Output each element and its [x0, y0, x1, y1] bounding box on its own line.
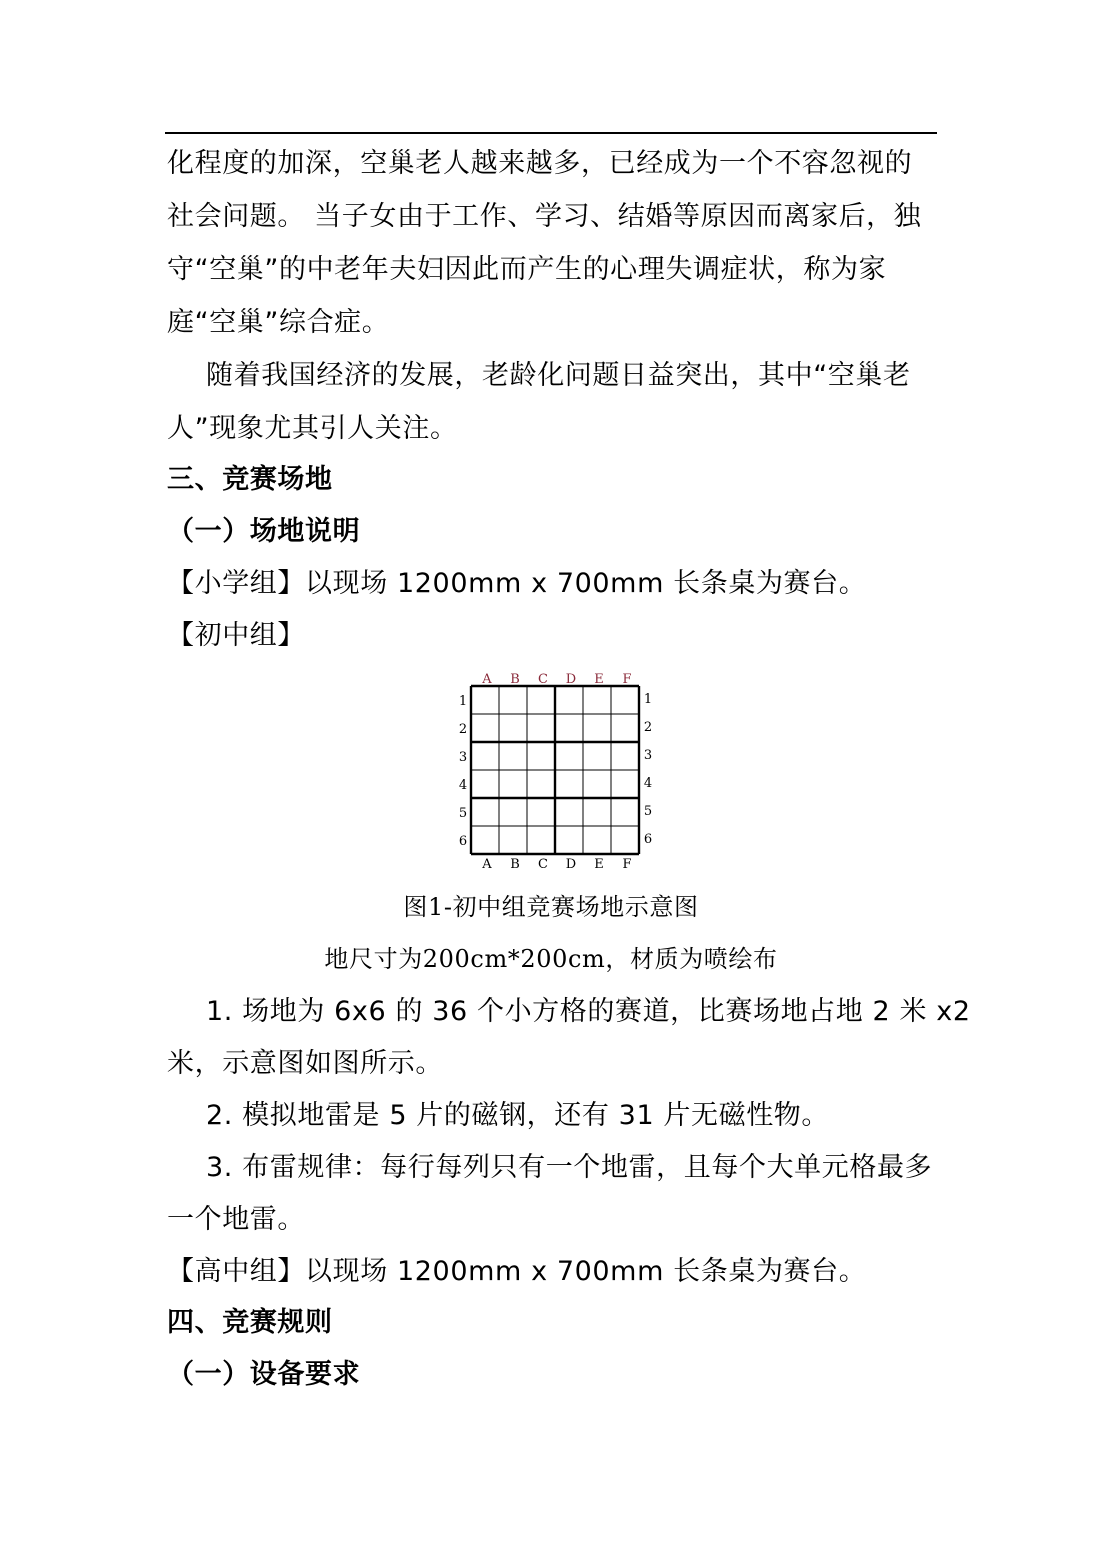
figure-caption: 图1-初中组竞赛场地示意图: [403, 893, 699, 921]
row-label-right: 5: [643, 804, 653, 819]
paragraph-line: 庭“空巢”综合症。: [167, 307, 390, 338]
field-grid-diagram: [440, 662, 660, 874]
column-label-top: A: [482, 672, 492, 687]
paragraph-line: 人”现象尤其引人关注。: [167, 413, 458, 444]
column-label-top: D: [565, 672, 577, 687]
row-label-right: 6: [643, 832, 653, 847]
column-label-bottom: D: [565, 857, 577, 872]
row-label-left: 4: [458, 778, 468, 793]
row-label-left: 1: [458, 694, 468, 709]
paragraph-line: 【小学组】以现场 1200mm x 700mm 长条桌为赛台。: [167, 568, 867, 599]
subsection-heading: （一）场地说明: [167, 516, 361, 547]
row-label-right: 1: [643, 692, 653, 707]
list-item: 3. 布雷规律：每行每列只有一个地雷，且每个大单元格最多: [206, 1152, 933, 1183]
list-item: 1. 场地为 6x6 的 36 个小方格的赛道，比赛场地占地 2 米 x2: [206, 996, 971, 1027]
column-label-bottom: E: [594, 857, 604, 872]
paragraph-line: 【初中组】: [167, 620, 305, 651]
row-label-left: 5: [458, 806, 468, 821]
row-labels-left: [459, 694, 467, 849]
list-item: 2. 模拟地雷是 5 片的磁钢，还有 31 片无磁性物。: [206, 1100, 830, 1131]
subsection-heading: （一）设备要求: [167, 1359, 361, 1390]
column-labels-top: [481, 672, 631, 687]
paragraph-line: 化程度的加深，空巢老人越来越多，已经成为一个不容忽视的: [167, 148, 913, 179]
row-labels-right: [644, 692, 652, 847]
paragraph-line: 守“空巢”的中老年夫妇因此而产生的心理失调症状，称为家: [167, 254, 887, 285]
paragraph-line: 【高中组】以现场 1200mm x 700mm 长条桌为赛台。: [167, 1256, 867, 1287]
section-heading: 四、竞赛规则: [167, 1307, 333, 1338]
column-label-top: C: [538, 672, 548, 687]
column-label-bottom: C: [538, 857, 548, 872]
column-label-top: E: [594, 672, 604, 687]
header-rule: [165, 132, 937, 134]
paragraph-line: 随着我国经济的发展，老龄化问题日益突出，其中“空巢老: [206, 360, 911, 391]
figure-size-note: 地尺寸为200cm*200cm，材质为喷绘布: [324, 945, 778, 973]
column-label-top: F: [622, 672, 632, 687]
row-label-left: 6: [458, 834, 468, 849]
paragraph-line: 社会问题。 当子女由于工作、学习、结婚等原因而离家后，独: [167, 201, 922, 232]
row-label-right: 2: [643, 720, 653, 735]
column-label-bottom: A: [482, 857, 492, 872]
column-label-top: B: [510, 672, 520, 687]
list-item-continuation: 米，示意图如图所示。: [167, 1048, 443, 1079]
list-item-continuation: 一个地雷。: [167, 1204, 305, 1235]
column-label-bottom: B: [510, 857, 520, 872]
grid-lines: [471, 686, 639, 854]
row-label-left: 2: [458, 722, 468, 737]
column-labels-bottom: [481, 857, 631, 872]
row-label-left: 3: [458, 750, 468, 765]
column-label-bottom: F: [622, 857, 632, 872]
section-heading: 三、竞赛场地: [167, 464, 333, 495]
row-label-right: 4: [643, 776, 653, 791]
row-label-right: 3: [643, 748, 653, 763]
